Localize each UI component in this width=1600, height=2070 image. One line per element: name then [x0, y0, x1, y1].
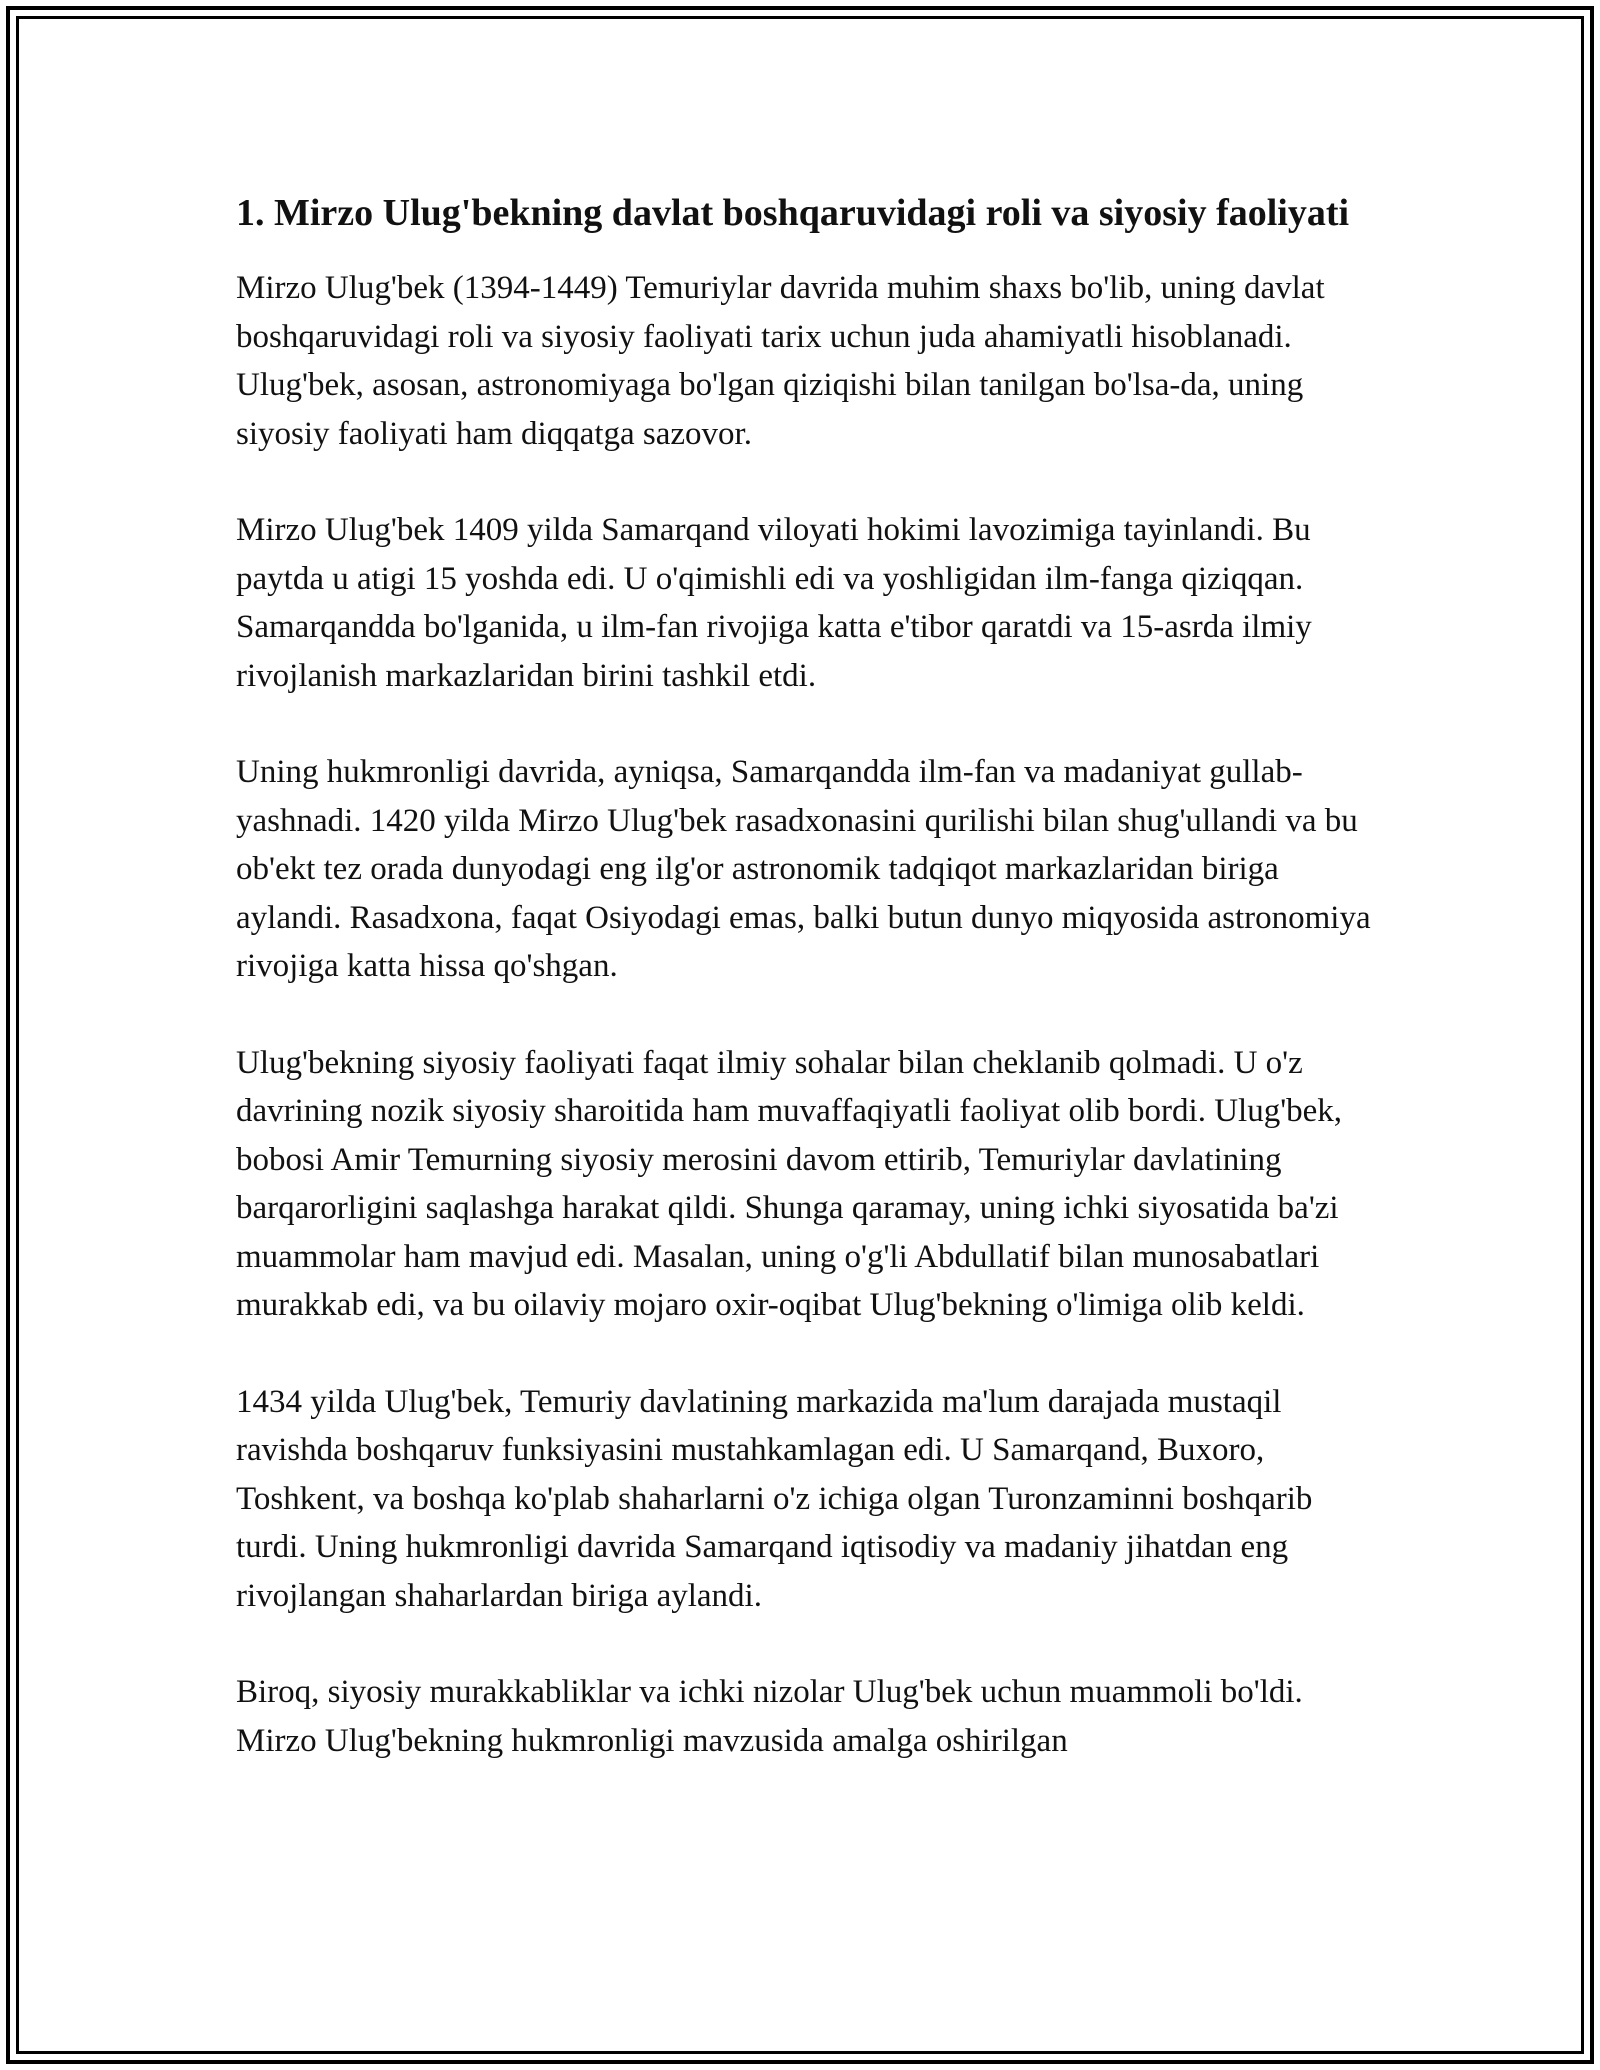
paragraph-2: Mirzo Ulug'bek 1409 yilda Samarqand viloyati hokimi lavozimiga tayinlandi. Bu paytda u atigi 15 yoshda edi. U o'qimishli edi va yoshligidan ilm-fanga qiziqqan. Samarqandda bo'lganida, u ilm-fan rivojiga katta e'tibor qaratdi va 15-asrda ilmiy rivojlanish markazlaridan birini tashkil etdi. [236, 512, 1312, 694]
section-heading: 1. Mirzo Ulug'bekning davlat boshqaruvidagi roli va siyosiy faoliyati [236, 192, 1350, 234]
paragraph-1: Mirzo Ulug'bek (1394-1449) Temuriylar davrida muhim shaxs bo'lib, uning davlat boshqaruvidagi roli va siyosiy faoliyati tarix uchun juda ahamiyatli hisoblanadi. Ulug'bek, asosan, astronomiyaga bo'lgan qiziqishi bilan tanilgan bo'lsa-da, uning siyosiy faoliyati ham diqqatga sazovor. [236, 270, 1325, 452]
paragraph-4: Ulug'bekning siyosiy faoliyati faqat ilmiy sohalar bilan cheklanib qolmadi. U o'z davrining nozik siyosiy sharoitida ham muvaffaqiyatli faoliyat olib bordi. Ulug'bek, bobosi Amir Temurning siyosiy merosini davom ettirib, Temuriylar davlatining barqarorligini saqlashga harakat qildi. Shunga qaramay, uning ichki siyosatida ba'zi muammolar ham mavjud edi. Masalan, uning o'g'li Abdullatif bilan munosabatlari murakkab edi, va bu oilaviy mojaro oxir-oqibat Ulug'bekning o'limiga olib keldi. [236, 1044, 1343, 1323]
paragraph-6: Biroq, siyosiy murakkabliklar va ichki nizolar Ulug'bek uchun muammoli bo'ldi. Mirzo Ulug'bekning hukmronligi mavzusida amalga oshirilgan [236, 1674, 1303, 1759]
document-body [236, 186, 1376, 1813]
paragraph-3: Uning hukmronligi davrida, ayniqsa, Samarqandda ilm-fan va madaniyat gullab-yashnadi. 1420 yilda Mirzo Ulug'bek rasadxonasini qurilishi bilan shug'ullandi va bu ob'ekt tez orada dunyodagi eng ilg'or astronomik tadqiqot markazlaridan biriga aylandi. Rasadxona, faqat Osiyodagi emas, balki butun dunyo miqyosida astronomiya rivojiga katta hissa qo'shgan. [236, 754, 1371, 984]
paragraph-5: 1434 yilda Ulug'bek, Temuriy davlatining markazida ma'lum darajada mustaqil ravishda boshqaruv funksiyasini mustahkamlagan edi. U Samarqand, Buxoro, Toshkent, va boshqa ko'plab shaharlarni o'z ichiga olgan Turonzaminni boshqarib turdi. Uning hukmronligi davrida Samarqand iqtisodiy va madaniy jihatdan eng rivojlangan shaharlardan biriga aylandi. [236, 1383, 1313, 1614]
